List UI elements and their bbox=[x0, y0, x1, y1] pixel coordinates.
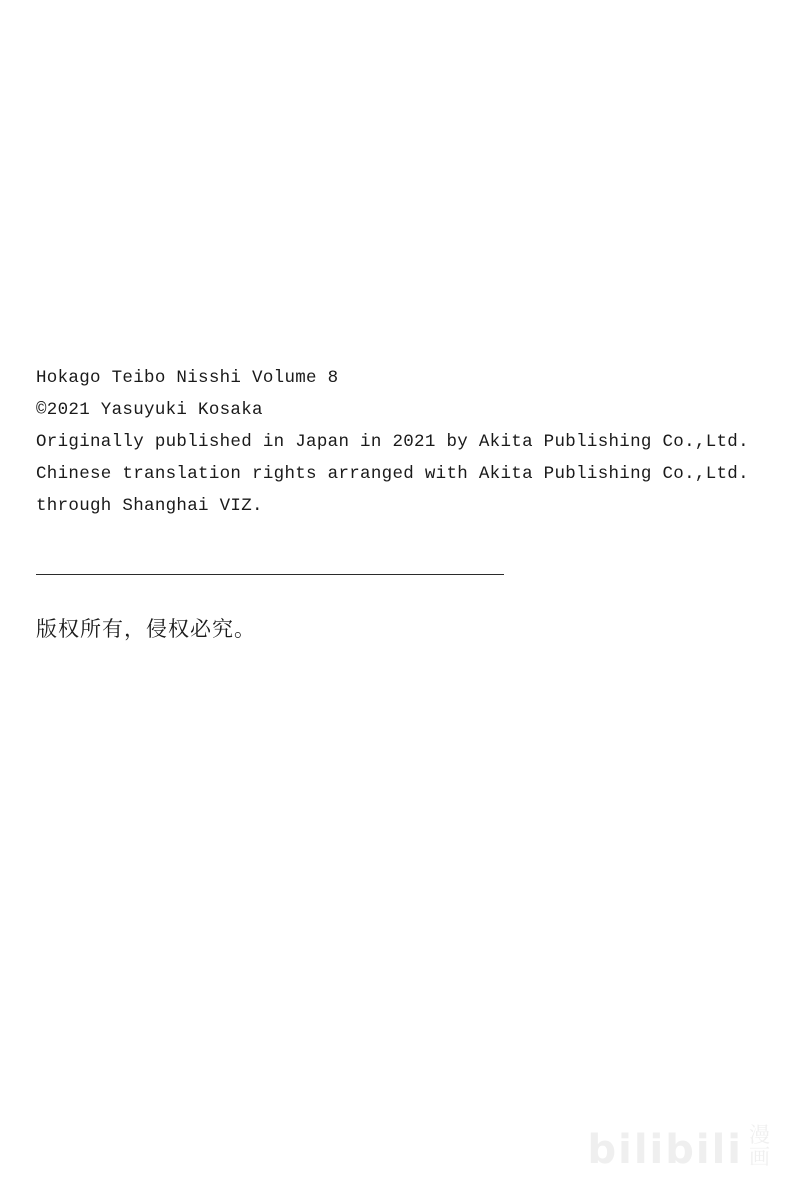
horizontal-divider bbox=[36, 574, 504, 575]
bilibili-manga-label bbox=[749, 1124, 770, 1170]
copyright-block bbox=[36, 362, 756, 522]
watermark-char-manga: 漫 bbox=[749, 1122, 770, 1147]
bilibili-logo-text: bilibili bbox=[587, 1127, 743, 1173]
copyright-line-holder: ©2021 Yasuyuki Kosaka bbox=[36, 400, 263, 420]
rights-reserved-notice: 版权所有，侵权必究。 bbox=[36, 617, 256, 641]
copyright-line-title: Hokago Teibo Nisshi Volume 8 bbox=[36, 368, 339, 388]
copyright-line-agent: through Shanghai VIZ. bbox=[36, 496, 263, 516]
bilibili-watermark bbox=[587, 1122, 770, 1173]
watermark-char-hua: 画 bbox=[749, 1144, 770, 1169]
copyright-line-translation-rights: Chinese translation rights arranged with Akita Publishing Co.,Ltd. bbox=[36, 464, 749, 484]
copyright-line-original-publication: Originally published in Japan in 2021 by Akita Publishing Co.,Ltd. bbox=[36, 432, 749, 452]
